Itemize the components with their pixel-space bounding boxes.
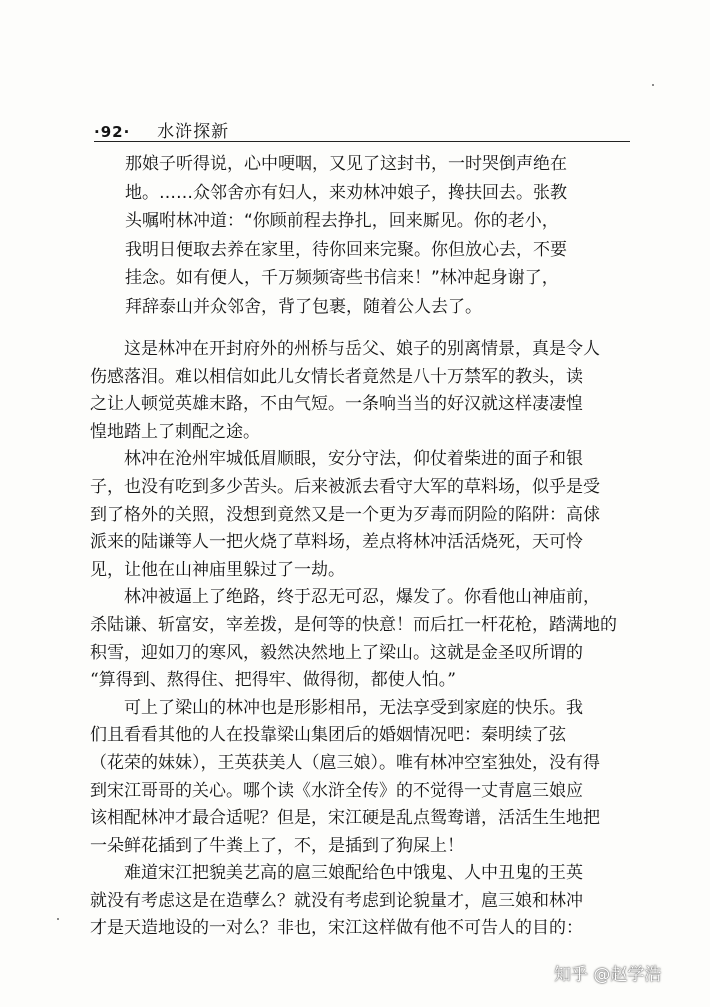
paragraph-line: （花荣的妹妹），王英获美人（扈三娘）。唯有林冲空室独处，没有得 xyxy=(90,752,600,773)
paragraph-line: 林冲在沧州牢城低眉顺眼，安分守法，仰仗着柴进的面子和银 xyxy=(90,449,583,470)
page-number: ·92· xyxy=(94,123,131,141)
quote-line: 头嘱咐林冲道：“你顾前程去挣扎，回来厮见。你的老小， xyxy=(125,211,559,232)
quote-line: 那娘子听得说，心中哽咽，又见了这封书，一时哭倒声绝在 xyxy=(125,154,567,174)
paragraph xyxy=(90,584,630,694)
body-text xyxy=(90,336,630,943)
paragraph-line: 积雪，迎如刀的寒风，毅然决然地上了梁山。这就是金圣叹所谓的 xyxy=(90,642,583,663)
paragraph-line: 子，也没有吃到多少苦头。后来被派去看守大军的草料场，似乎是受 xyxy=(90,476,600,497)
paragraph-line: 见，让他在山神庙里躲过了一劫。 xyxy=(90,559,345,580)
paragraph-line: 伤感落泪。难以相信如此儿女情长者竟然是八十万禁军的教头，读 xyxy=(90,366,583,387)
paragraph-line: 就没有考虑这是在造孽么？就没有考虑到论貌量才，扈三娘和林冲 xyxy=(90,890,583,911)
paragraph-line: 难道宋江把貌美艺高的扈三娘配给色中饿鬼、人中丑鬼的王英 xyxy=(90,863,583,884)
quote-line: 拜辞泰山并众邻舍，背了包裹，随着公人去了。 xyxy=(125,296,482,317)
scan-speck xyxy=(652,84,654,86)
zhihu-watermark: 知乎 @赵学浩 xyxy=(554,965,662,985)
book-title: 水浒探新 xyxy=(157,122,230,142)
quote-line: 我明日便取去养在家里，待你回来完聚。你但放心去，不要 xyxy=(125,239,567,260)
paragraph-line: 到宋江哥哥的关心。哪个读《水浒全传》的不觉得一丈青扈三娘应 xyxy=(90,780,583,801)
quote-line: 挂念。如有便人，千万频频寄些书信来！”林冲起身谢了， xyxy=(125,268,559,289)
paragraph-line: 们且看看其他的人在投靠梁山集团后的婚姻情况吧：秦明续了弦 xyxy=(90,725,566,746)
scan-speck xyxy=(57,918,59,920)
paragraph xyxy=(90,446,630,584)
quote-line: 地。……众邻舍亦有妇人，来劝林冲娘子，搀扶回去。张教 xyxy=(125,182,567,203)
running-header xyxy=(94,117,630,142)
paragraph-line: 之让人顿觉英雄末路，不由气短。一条响当当的好汉就这样凄凄惶 xyxy=(90,394,583,415)
paragraph-line: 惶地踏上了刺配之途。 xyxy=(90,421,260,442)
paragraph-line: 可上了梁山的林冲也是形影相吊，无法享受到家庭的快乐。我 xyxy=(90,697,583,718)
paragraph-line: 一朵鲜花插到了牛粪上了，不，是插到了狗屎上！ xyxy=(90,835,464,856)
paragraph-line: 林冲被逼上了绝路，终于忍无可忍，爆发了。你看他山神庙前， xyxy=(90,587,600,608)
paragraph-line: 派来的陆谦等人一把火烧了草料场，差点将林冲活活烧死，天可怜 xyxy=(90,532,583,553)
paragraph xyxy=(90,860,630,943)
paragraph xyxy=(90,695,630,861)
quoted-passage xyxy=(125,150,615,322)
header-rule xyxy=(94,141,630,142)
paragraph-line: 到了格外的关照，没想到竟然又是一个更为歹毒而阴险的陷阱：高俅 xyxy=(90,504,600,525)
paragraph-line: “算得到、熬得住、把得牢、做得彻，都使人怕。” xyxy=(90,670,456,691)
paragraph xyxy=(90,336,630,446)
paragraph-line: 这是林冲在开封府外的州桥与岳父、娘子的别离情景，真是令人 xyxy=(90,339,600,359)
paragraph-line: 才是天造地设的一对么？非也，宋江这样做有他不可告人的目的： xyxy=(90,918,583,939)
paragraph-line: 杀陆谦、斩富安，宰差拨，是何等的快意！而后扛一杆花枪，踏满地的 xyxy=(90,614,617,635)
paragraph-line: 该相配林冲才最合适呢？但是，宋江硬是乱点鸳鸯谱，活活生生地把 xyxy=(90,808,600,829)
